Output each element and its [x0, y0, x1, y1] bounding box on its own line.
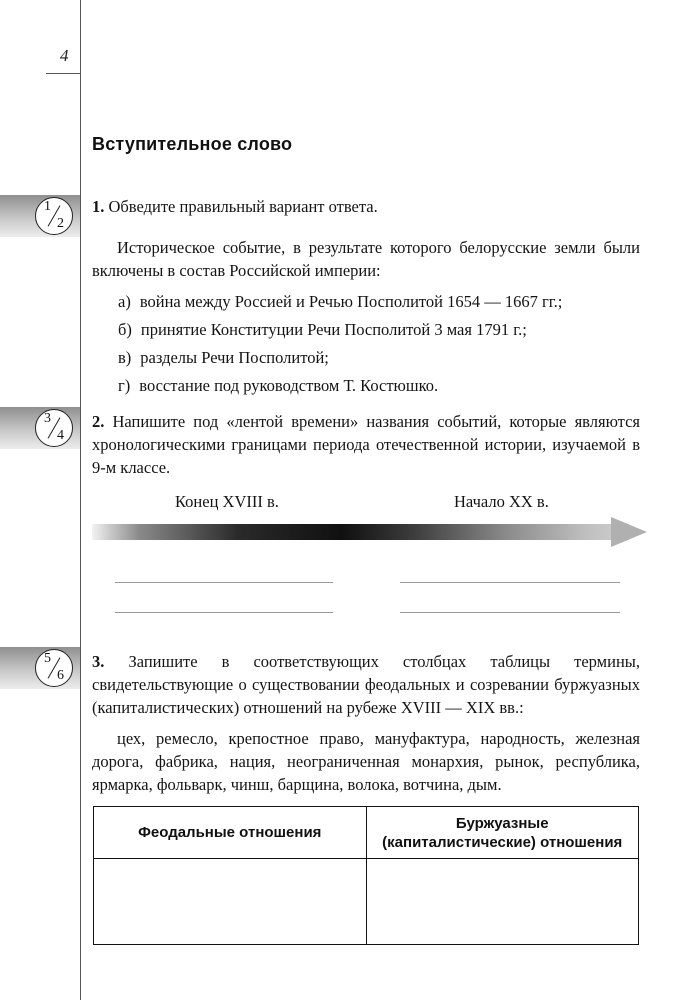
- option-a: [92, 288, 640, 316]
- margin-vertical-rule: [80, 0, 81, 1000]
- timeline-right-label: Начало XX в.: [454, 492, 549, 511]
- task1-title: [92, 195, 640, 218]
- marker-numerator: 3: [44, 411, 51, 426]
- task3-text: [92, 650, 640, 719]
- option-g-letter: г): [118, 376, 131, 395]
- table-header-row: [94, 807, 639, 859]
- option-b-text: принятие Конституции Речи Посполитой 3 мая 1791 г.;: [140, 320, 527, 339]
- option-v: [92, 344, 640, 372]
- task1-intro: Историческое событие, в результате которого белорусские земли были включены в состав Российской империи:: [92, 238, 640, 280]
- task2-text-body: Напишите под «лентой времени» названия событий, которые являются хронологическими границами периода отечественной истории, изучаемой в 9-м классе.: [92, 412, 641, 477]
- option-a-letter: а): [118, 292, 131, 311]
- option-a-text: война между Россией и Речью Посполитой 1654 — 1667 гг.;: [139, 292, 563, 311]
- answer-blank-line: [400, 600, 620, 613]
- task2-number: 2.: [92, 412, 105, 431]
- option-b: [92, 316, 640, 344]
- task3-number: 3.: [92, 652, 105, 671]
- option-v-text: разделы Речи Посполитой;: [140, 348, 329, 367]
- marker-fraction-circle: [35, 197, 73, 235]
- answer-blank-line: [400, 570, 620, 583]
- page-number: 4: [60, 46, 69, 65]
- terms-table: [93, 806, 639, 945]
- answer-blank-line: [115, 570, 333, 583]
- marker-numerator: 5: [44, 651, 51, 666]
- task3-text-body: Запишите в соответствующих столбцах таблицы термины, свидетельствующие о существовании феодальных и созревании буржуазных (капиталистических) отношений на рубеже XVIII — XIX вв.:: [92, 652, 640, 717]
- table-header-bourgeois-line2: (капиталистические) отношения: [382, 833, 623, 851]
- task2-text: [92, 410, 640, 479]
- timeline-band: [92, 524, 612, 540]
- marker-numerator: 1: [44, 199, 51, 214]
- margin-marker-task3: [0, 647, 80, 689]
- marker-fraction-circle: [35, 409, 73, 447]
- task1-options-list: [92, 288, 640, 400]
- option-v-letter: в): [118, 348, 132, 367]
- timeline-left-label: Конец XVIII в.: [175, 492, 279, 511]
- table-header-bourgeois: [366, 807, 639, 859]
- task1-number: 1.: [92, 197, 105, 216]
- marker-fraction-circle: [35, 649, 73, 687]
- table-cell-feudal: [94, 859, 367, 945]
- option-b-letter: б): [118, 320, 132, 339]
- marker-denominator: 6: [57, 668, 64, 683]
- table-header-bourgeois-line1: Буржуазные: [455, 814, 549, 832]
- option-g: [92, 372, 640, 400]
- task1-title-text: Обведите правильный вариант ответа.: [108, 197, 378, 216]
- marker-denominator: 4: [57, 428, 64, 443]
- timeline-arrowhead-icon: [611, 517, 647, 547]
- margin-marker-task1: [0, 195, 80, 237]
- table-header-feudal: Феодальные отношения: [94, 807, 367, 859]
- table-cell-bourgeois: [366, 859, 639, 945]
- section-heading: Вступительное слово: [92, 134, 293, 154]
- timeline-arrow: [92, 516, 640, 548]
- page-number-rule: [46, 73, 80, 74]
- marker-denominator: 2: [57, 216, 64, 231]
- answer-blank-line: [115, 600, 333, 613]
- task3-terms: цех, ремесло, крепостное право, мануфактура, народность, железная дорога, фабрика, нация, неограниченная монархия, рынок, республика, ярмарка, фольварк, чинш, барщина, волока, вотчина, дым.: [92, 729, 640, 794]
- timeline-labels: [92, 492, 640, 514]
- table-body-row: [94, 859, 639, 945]
- option-g-text: восстание под руководством Т. Костюшко.: [139, 376, 439, 395]
- margin-marker-task2: [0, 407, 80, 449]
